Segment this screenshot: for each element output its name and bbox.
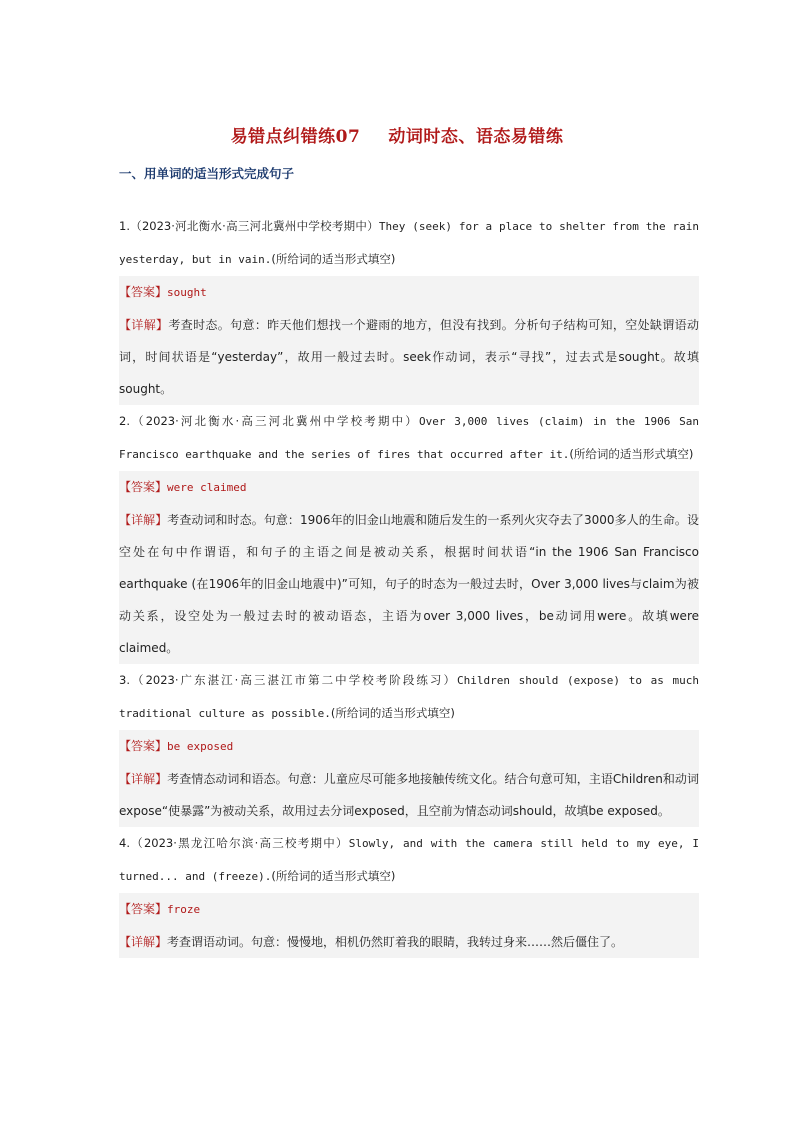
answer-text: be exposed bbox=[167, 740, 234, 753]
question-instruction: (所给词的适当形式填空) bbox=[271, 252, 396, 266]
question-instruction: (所给词的适当形式填空) bbox=[271, 869, 396, 883]
answer-text: froze bbox=[167, 903, 201, 916]
question-item bbox=[119, 827, 699, 893]
question-stem: Children should (expose) to as much traditional culture as possible. bbox=[119, 674, 700, 720]
answer-box bbox=[119, 276, 699, 405]
answer-text: were claimed bbox=[167, 481, 247, 494]
answer-text: sought bbox=[167, 286, 207, 299]
explain-tag: 【详解】 bbox=[119, 318, 169, 332]
answer-line bbox=[119, 893, 699, 926]
question-number: 3. bbox=[119, 673, 130, 687]
explanation-text: 考查情态动词和语态。句意：儿童应尽可能多地接触传统文化。结合句意可知，主语Children和动词expose“使暴露”为被动关系，故用过去分词exposed，且空前为情态动词should，故填be exposed。 bbox=[119, 772, 699, 818]
answer-tag: 【答案】 bbox=[119, 285, 168, 299]
question-number: 1. bbox=[119, 219, 130, 233]
question-item bbox=[119, 210, 699, 276]
explain-tag: 【详解】 bbox=[119, 935, 168, 949]
answer-line bbox=[119, 276, 699, 309]
answer-line bbox=[119, 471, 699, 504]
explanation bbox=[119, 309, 699, 405]
question-source: （2023·广东湛江·高三湛江市第二中学校考阶段练习） bbox=[129, 673, 458, 687]
question-item bbox=[119, 664, 699, 730]
question-instruction: (所给词的适当形式填空) bbox=[330, 706, 455, 720]
explain-tag: 【详解】 bbox=[119, 513, 168, 527]
question-number: 4. bbox=[119, 836, 130, 850]
answer-line bbox=[119, 730, 699, 763]
question-source: （2023·河北衡水·高三河北冀州中学校考期中） bbox=[129, 414, 419, 428]
explanation-text: 考查动词和时态。句意：1906年的旧金山地震和随后发生的一系列火灾夺去了3000多人的生命。设空处在句中作谓语，和句子的主语之间是被动关系，根据时间状语“in the 1906 San Francisco earthquake (在1906年的旧金山地震中)”可知，句子的时态为一般过去时，Over 3,000 lives与claim为被动关系，设空处为一般过去时的被动语态，主语为over 3,000 lives，be动词用were。故填were claimed。 bbox=[119, 513, 699, 655]
title-part2: 动词时态、语态易错练 bbox=[388, 127, 564, 147]
question-instruction: (所给词的适当形式填空) bbox=[569, 447, 694, 461]
answer-tag: 【答案】 bbox=[119, 902, 168, 916]
question-stem: Over 3,000 lives (claim) in the 1906 San Francisco earthquake and the series of fires that occurred after it. bbox=[119, 415, 700, 461]
explanation bbox=[119, 763, 699, 827]
question-list bbox=[119, 210, 699, 958]
question-number: 2. bbox=[119, 414, 130, 428]
explanation-text: 考查时态。句意：昨天他们想找一个避雨的地方，但没有找到。分析句子结构可知，空处缺谓语动词，时间状语是“yesterday”，故用一般过去时。seek作动词，表示“寻找”，过去式是sought。故填sought。 bbox=[119, 318, 699, 396]
section-heading: 一、用单词的适当形式完成句子 bbox=[119, 166, 295, 181]
answer-tag: 【答案】 bbox=[119, 739, 168, 753]
page-title bbox=[0, 122, 794, 147]
explain-tag: 【详解】 bbox=[119, 772, 168, 786]
explanation bbox=[119, 926, 699, 958]
question-source: （2023·黑龙江哈尔滨·高三校考期中） bbox=[129, 836, 349, 850]
question-item bbox=[119, 405, 699, 471]
question-source: （2023·河北衡水·高三河北冀州中学校考期中） bbox=[129, 219, 379, 233]
question-stem: They (seek) for a place to shelter from the rain yesterday, but in vain. bbox=[119, 220, 699, 266]
answer-box bbox=[119, 471, 699, 664]
explanation-text: 考查谓语动词。句意：慢慢地，相机仍然盯着我的眼睛，我转过身来……然后僵住了。 bbox=[167, 935, 624, 949]
title-part1: 易错点纠错练07 bbox=[230, 127, 361, 147]
answer-tag: 【答案】 bbox=[119, 480, 168, 494]
answer-box bbox=[119, 730, 699, 827]
answer-box bbox=[119, 893, 699, 958]
explanation bbox=[119, 504, 699, 664]
question-stem: Slowly, and with the camera still held to my eye, I turned... and (freeze). bbox=[119, 837, 699, 883]
